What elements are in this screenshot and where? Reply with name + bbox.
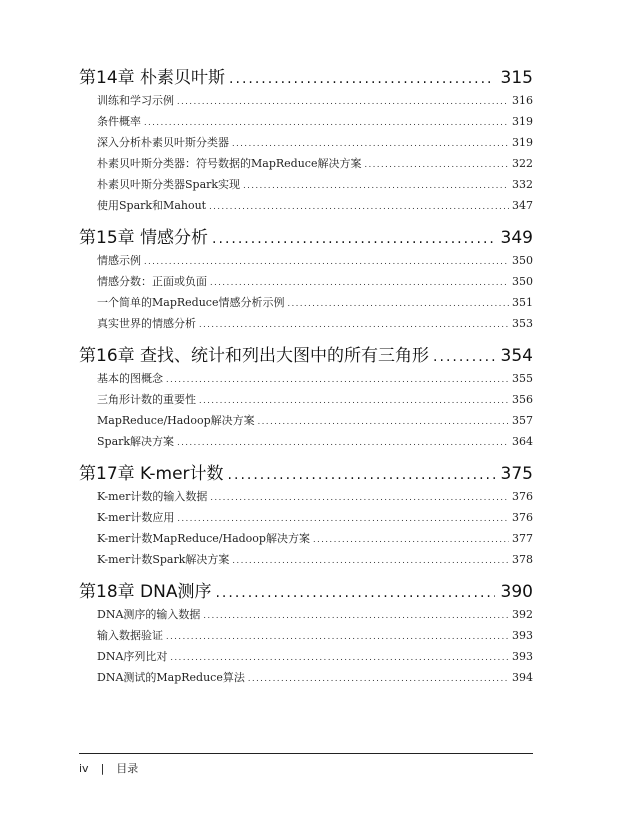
entry-page-number: 393 xyxy=(512,629,533,642)
entry-page-number: 392 xyxy=(512,608,533,621)
leader-dots xyxy=(364,154,509,175)
chapter-heading[interactable] xyxy=(79,66,533,90)
entry-title: 朴素贝叶斯分类器：符号数据的MapReduce解决方案 xyxy=(97,157,362,170)
entry-page-number: 355 xyxy=(512,372,533,385)
entry-page-number: 376 xyxy=(512,511,533,524)
entry-title: 使用Spark和Mahout xyxy=(97,199,207,212)
chapter-heading[interactable] xyxy=(79,344,533,368)
chapter-title: 第15章 情感分析 xyxy=(79,228,209,248)
entry-page-number: 364 xyxy=(512,435,533,448)
entry-page-number: 393 xyxy=(512,650,533,663)
entry-page-number: 356 xyxy=(512,393,533,406)
chapter-page-number: 349 xyxy=(500,228,533,248)
entry-title: K-mer计数的输入数据 xyxy=(97,490,208,503)
footer-rule xyxy=(79,753,533,754)
toc-entry[interactable] xyxy=(79,507,533,528)
toc-entry[interactable] xyxy=(79,486,533,507)
entry-page-number: 377 xyxy=(512,532,533,545)
leader-dots xyxy=(248,668,509,689)
leader-dots xyxy=(199,314,509,335)
leader-dots xyxy=(258,411,509,432)
entry-page-number: 347 xyxy=(512,199,533,212)
chapter-title: 第18章 DNA测序 xyxy=(79,582,212,602)
leader-dots xyxy=(170,647,509,668)
leader-dots xyxy=(313,529,509,550)
chapter-heading[interactable] xyxy=(79,226,533,250)
chapter-page-number: 390 xyxy=(500,582,533,602)
toc-entry[interactable] xyxy=(79,431,533,452)
entry-title: DNA测序的输入数据 xyxy=(97,608,201,621)
chapter-heading[interactable] xyxy=(79,580,533,604)
toc-entry[interactable] xyxy=(79,604,533,625)
chapter-title: 第14章 朴素贝叶斯 xyxy=(79,68,226,88)
entry-title: DNA序列比对 xyxy=(97,650,168,663)
entry-page-number: 316 xyxy=(512,94,533,107)
chapter-heading[interactable] xyxy=(79,462,533,486)
entry-title: 三角形计数的重要性 xyxy=(97,393,196,406)
leader-dots xyxy=(177,432,509,453)
leader-dots xyxy=(243,175,509,196)
entry-page-number: 378 xyxy=(512,553,533,566)
entry-title: 真实世界的情感分析 xyxy=(97,317,196,330)
leader-dots xyxy=(210,487,509,508)
leader-dots xyxy=(199,390,509,411)
footer-section-title: 目录 xyxy=(116,762,139,775)
entry-page-number: 350 xyxy=(512,254,533,267)
leader-dots xyxy=(209,196,509,217)
table-of-contents xyxy=(79,66,533,698)
toc-entry[interactable] xyxy=(79,271,533,292)
leader-dots xyxy=(228,463,495,487)
entry-page-number: 351 xyxy=(512,296,533,309)
leader-dots xyxy=(144,112,509,133)
entry-title: DNA测试的MapReduce算法 xyxy=(97,671,245,684)
entry-page-number: 394 xyxy=(512,671,533,684)
chapter-title: 第16章 查找、统计和列出大图中的所有三角形 xyxy=(79,346,430,366)
chapter-17 xyxy=(79,462,533,570)
toc-entry[interactable] xyxy=(79,646,533,667)
leader-dots xyxy=(433,345,495,369)
leader-dots xyxy=(177,91,509,112)
leader-dots xyxy=(210,272,509,293)
leader-dots xyxy=(166,626,509,647)
entry-page-number: 319 xyxy=(512,115,533,128)
toc-entry[interactable] xyxy=(79,195,533,216)
chapter-page-number: 315 xyxy=(500,68,533,88)
toc-entry[interactable] xyxy=(79,250,533,271)
entry-page-number: 319 xyxy=(512,136,533,149)
toc-entry[interactable] xyxy=(79,368,533,389)
leader-dots xyxy=(232,133,509,154)
entry-title: 一个简单的MapReduce情感分析示例 xyxy=(97,296,285,309)
toc-entry[interactable] xyxy=(79,549,533,570)
entry-title: Spark解决方案 xyxy=(97,435,175,448)
leader-dots xyxy=(203,605,509,626)
chapter-18 xyxy=(79,580,533,688)
toc-entry[interactable] xyxy=(79,410,533,431)
leader-dots xyxy=(215,581,494,605)
toc-entry[interactable] xyxy=(79,625,533,646)
chapter-14 xyxy=(79,66,533,216)
entry-title: MapReduce/Hadoop解决方案 xyxy=(97,414,255,427)
leader-dots xyxy=(212,227,495,251)
entry-page-number: 322 xyxy=(512,157,533,170)
toc-entry[interactable] xyxy=(79,292,533,313)
toc-entry[interactable] xyxy=(79,90,533,111)
leader-dots xyxy=(166,369,509,390)
chapter-title: 第17章 K-mer计数 xyxy=(79,464,224,484)
leader-dots xyxy=(144,251,509,272)
toc-entry[interactable] xyxy=(79,667,533,688)
entry-title: 朴素贝叶斯分类器Spark实现 xyxy=(97,178,241,191)
entry-page-number: 350 xyxy=(512,275,533,288)
toc-entry[interactable] xyxy=(79,528,533,549)
footer-page-number: iv xyxy=(79,761,89,775)
entry-title: K-mer计数应用 xyxy=(97,511,175,524)
entry-title: K-mer计数MapReduce/Hadoop解决方案 xyxy=(97,532,310,545)
entry-title: K-mer计数Spark解决方案 xyxy=(97,553,230,566)
entry-title: 深入分析朴素贝叶斯分类器 xyxy=(97,136,229,149)
toc-entry[interactable] xyxy=(79,313,533,334)
toc-entry[interactable] xyxy=(79,389,533,410)
entry-title: 情感分数：正面或负面 xyxy=(97,275,207,288)
entry-page-number: 353 xyxy=(512,317,533,330)
leader-dots xyxy=(232,550,509,571)
footer-separator: | xyxy=(100,761,105,775)
chapter-16 xyxy=(79,344,533,452)
leader-dots xyxy=(229,67,495,91)
chapter-page-number: 354 xyxy=(500,346,533,366)
toc-entry[interactable] xyxy=(79,111,533,132)
entry-page-number: 376 xyxy=(512,490,533,503)
page-footer xyxy=(79,760,138,776)
toc-entry[interactable] xyxy=(79,132,533,153)
leader-dots xyxy=(287,293,509,314)
entry-title: 情感示例 xyxy=(97,254,141,267)
leader-dots xyxy=(177,508,509,529)
entry-title: 输入数据验证 xyxy=(97,629,163,642)
toc-entry[interactable] xyxy=(79,153,533,174)
entry-title: 条件概率 xyxy=(97,115,141,128)
toc-entry[interactable] xyxy=(79,174,533,195)
entry-page-number: 332 xyxy=(512,178,533,191)
chapter-15 xyxy=(79,226,533,334)
entry-title: 基本的图概念 xyxy=(97,372,163,385)
entry-page-number: 357 xyxy=(512,414,533,427)
entry-title: 训练和学习示例 xyxy=(97,94,174,107)
chapter-page-number: 375 xyxy=(500,464,533,484)
